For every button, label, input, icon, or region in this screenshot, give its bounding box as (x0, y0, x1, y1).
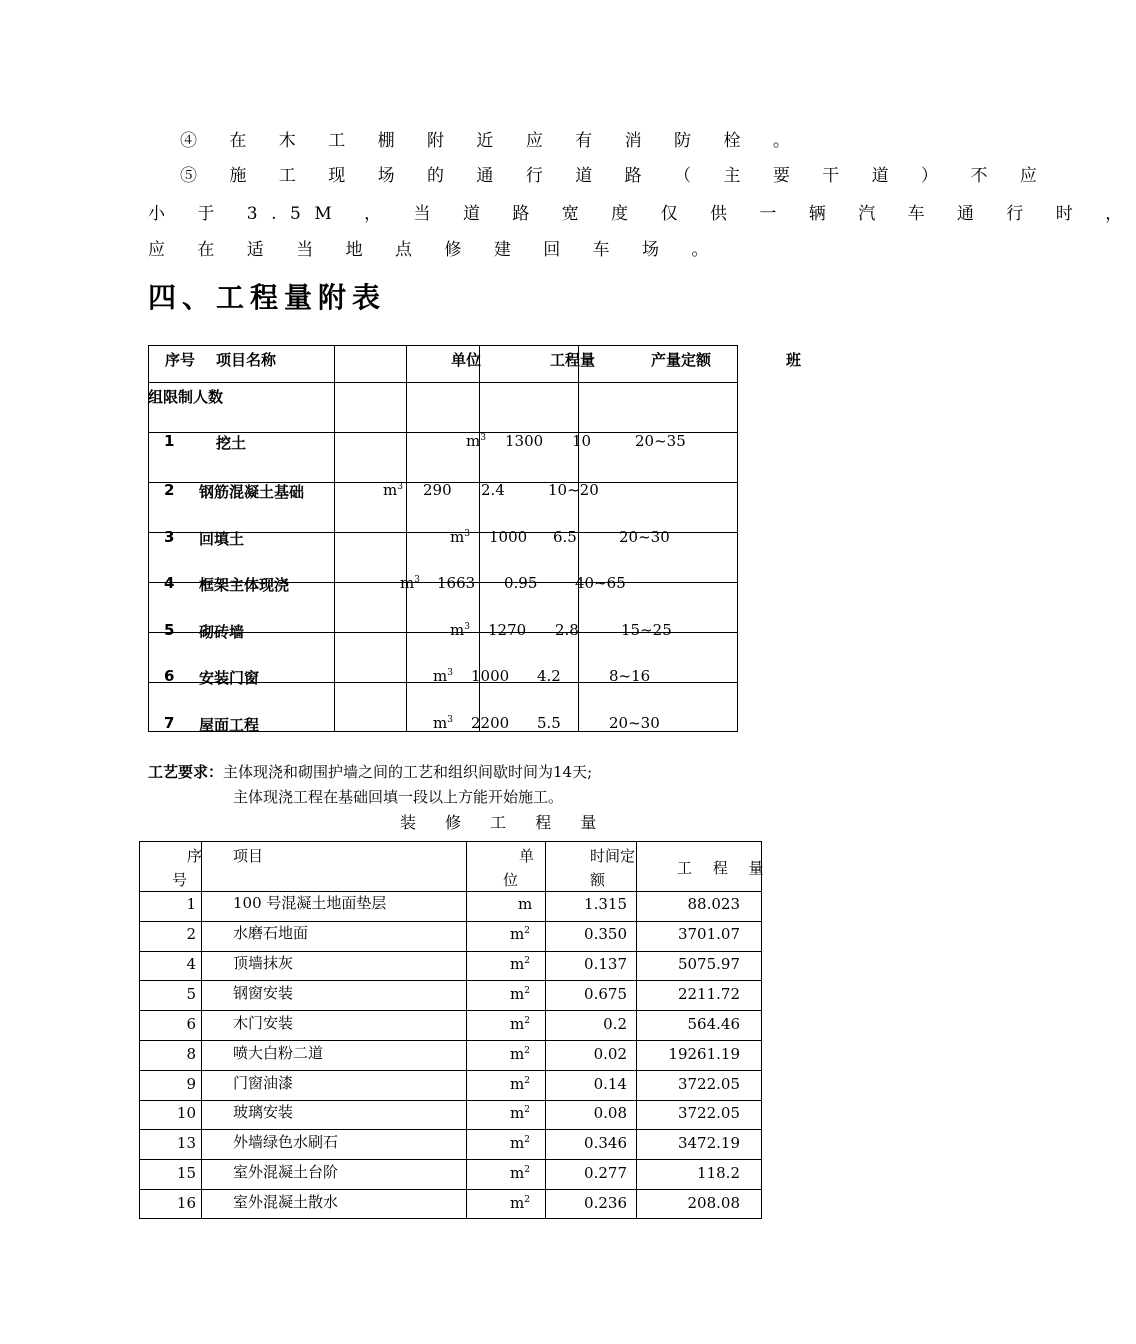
header-no-cont: 号 (172, 871, 188, 889)
header-crew: 班 (786, 351, 802, 369)
row-time: 0.02 (593, 1045, 627, 1063)
row-unit: $m^3$ (433, 667, 453, 685)
row-unit: $m^2$ (510, 985, 530, 1003)
row-unit: m (518, 895, 533, 913)
row-name: 挖土 (216, 434, 247, 452)
header-qty: 工 程 量 (677, 859, 772, 877)
row-quantity: 2200 (471, 714, 510, 732)
header-unit: 单 (519, 847, 535, 865)
process-line-2: 主体现浇工程在基础回填一段以上方能开始施工。 (233, 788, 564, 806)
row-unit: $m^3$ (400, 574, 420, 592)
row-qty: 3472.19 (677, 1134, 740, 1152)
row-crew: 20~30 (619, 528, 670, 546)
row-no: 1 (164, 432, 175, 450)
process-line-1: 主体现浇和砌围护墙之间的工艺和组织间歇时间为14天; (223, 763, 593, 781)
row-unit: $m^2$ (510, 1134, 530, 1152)
row-rate: 0.95 (504, 574, 538, 592)
row-no: 2 (186, 925, 196, 943)
row-name: 回填土 (199, 530, 245, 548)
paragraph-fire-hydrant: ④ 在 木 工 棚 附 近 应 有 消 防 栓 。 (180, 131, 804, 151)
header-no: 序号 (165, 351, 196, 369)
row-unit: $m^2$ (510, 1194, 530, 1212)
row-time: 0.2 (603, 1015, 627, 1033)
row-name: 屋面工程 (199, 716, 260, 734)
paragraph-road-2: 小 于 3.5M ， 当 道 路 宽 度 仅 供 一 辆 汽 车 通 行 时 ， (148, 204, 1136, 224)
row-unit: $m^2$ (510, 1104, 530, 1122)
row-crew: 40~65 (575, 574, 626, 592)
row-unit: $m^2$ (510, 955, 530, 973)
row-unit: $m^3$ (466, 432, 486, 450)
row-no: 10 (176, 1104, 196, 1122)
row-crew: 20~30 (609, 714, 660, 732)
row-time: 0.350 (584, 925, 627, 943)
row-item: 门窗油漆 (233, 1074, 294, 1092)
row-no: 5 (164, 621, 175, 639)
row-qty: 3701.07 (677, 925, 740, 943)
row-no: 15 (176, 1164, 196, 1182)
row-qty: 2211.72 (677, 985, 740, 1003)
row-quantity: 1270 (488, 621, 527, 639)
row-time: 0.137 (584, 955, 627, 973)
row-no: 8 (186, 1045, 196, 1063)
row-quantity: 1663 (437, 574, 476, 592)
row-no: 4 (164, 574, 175, 592)
row-quantity: 1000 (489, 528, 528, 546)
header-unit: 单位 (451, 351, 482, 369)
process-requirements (148, 761, 592, 782)
paragraph-road-1: ⑤ 施 工 现 场 的 通 行 道 路 （ 主 要 干 道 ） 不 应 (180, 166, 1051, 186)
header-rate: 产量定额 (651, 351, 712, 369)
header-item: 项目 (233, 847, 264, 865)
header-unit-cont: 位 (503, 871, 519, 889)
row-item: 100 号混凝土地面垫层 (233, 894, 387, 912)
section-title: 四、工程量附表 (148, 281, 387, 314)
row-no: 16 (176, 1194, 196, 1212)
row-item: 水磨石地面 (233, 924, 309, 942)
row-rate: 10 (572, 432, 592, 450)
row-time: 0.236 (584, 1194, 627, 1212)
row-quantity: 1000 (471, 667, 510, 685)
row-name: 框架主体现浇 (199, 576, 290, 594)
row-time: 0.08 (593, 1104, 627, 1122)
header-time-cont: 额 (590, 871, 606, 889)
row-time: 0.277 (584, 1164, 627, 1182)
row-time: 0.675 (584, 985, 627, 1003)
row-no: 9 (186, 1075, 196, 1093)
row-qty: 88.023 (687, 895, 740, 913)
row-no: 13 (176, 1134, 196, 1152)
row-qty: 3722.05 (677, 1075, 740, 1093)
row-quantity: 1300 (505, 432, 544, 450)
row-no: 1 (186, 895, 196, 913)
row-rate: 5.5 (537, 714, 561, 732)
row-time: 1.315 (584, 895, 627, 913)
row-item: 喷大白粉二道 (233, 1044, 324, 1062)
row-name: 砌砖墙 (199, 623, 245, 641)
row-unit: $m^2$ (510, 1045, 530, 1063)
row-no: 5 (186, 985, 196, 1003)
paragraph-road-3: 应 在 适 当 地 点 修 建 回 车 场 。 (148, 240, 722, 260)
row-crew: 10~20 (548, 481, 599, 499)
row-rate: 4.2 (537, 667, 561, 685)
row-item: 室外混凝土散水 (233, 1193, 339, 1211)
decoration-table-title: 装 修 工 程 量 (400, 813, 609, 832)
header-crew-cont: 组限制人数 (148, 388, 224, 406)
row-rate: 2.4 (481, 481, 505, 499)
row-no: 6 (164, 667, 175, 685)
row-no: 3 (164, 528, 175, 546)
header-time: 时间定 (590, 847, 636, 865)
header-name: 项目名称 (216, 351, 277, 369)
row-no: 6 (186, 1015, 196, 1033)
row-qty: 208.08 (687, 1194, 740, 1212)
row-qty: 19261.19 (668, 1045, 740, 1063)
row-name: 钢筋混凝土基础 (199, 483, 305, 501)
row-unit: $m^2$ (510, 1075, 530, 1093)
row-unit: $m^3$ (450, 528, 470, 546)
row-rate: 6.5 (553, 528, 577, 546)
header-no: 序 (187, 847, 203, 865)
row-qty: 5075.97 (677, 955, 740, 973)
row-unit: $m^3$ (383, 481, 403, 499)
row-unit: $m^3$ (450, 621, 470, 639)
row-unit: $m^2$ (510, 1015, 530, 1033)
row-rate: 2.8 (555, 621, 579, 639)
row-unit: $m^3$ (433, 714, 453, 732)
row-no: 4 (186, 955, 196, 973)
row-time: 0.14 (593, 1075, 627, 1093)
row-item: 外墙绿色水刷石 (233, 1133, 339, 1151)
row-item: 钢窗安装 (233, 984, 294, 1002)
row-item: 木门安装 (233, 1014, 294, 1032)
row-time: 0.346 (584, 1134, 627, 1152)
row-crew: 15~25 (621, 621, 672, 639)
row-qty: 564.46 (687, 1015, 740, 1033)
row-item: 玻璃安装 (233, 1103, 294, 1121)
row-qty: 118.2 (697, 1164, 740, 1182)
row-item: 顶墙抹灰 (233, 954, 294, 972)
row-unit: $m^2$ (510, 925, 530, 943)
row-name: 安装门窗 (199, 669, 260, 687)
row-crew: 8~16 (609, 667, 651, 685)
process-label: 工艺要求： (148, 763, 224, 781)
row-quantity: 290 (423, 481, 452, 499)
row-crew: 20~35 (635, 432, 686, 450)
row-unit: $m^2$ (510, 1164, 530, 1182)
row-qty: 3722.05 (677, 1104, 740, 1122)
row-no: 2 (164, 481, 175, 499)
row-item: 室外混凝土台阶 (233, 1163, 339, 1181)
header-quantity: 工程量 (550, 351, 596, 369)
row-no: 7 (164, 714, 175, 732)
